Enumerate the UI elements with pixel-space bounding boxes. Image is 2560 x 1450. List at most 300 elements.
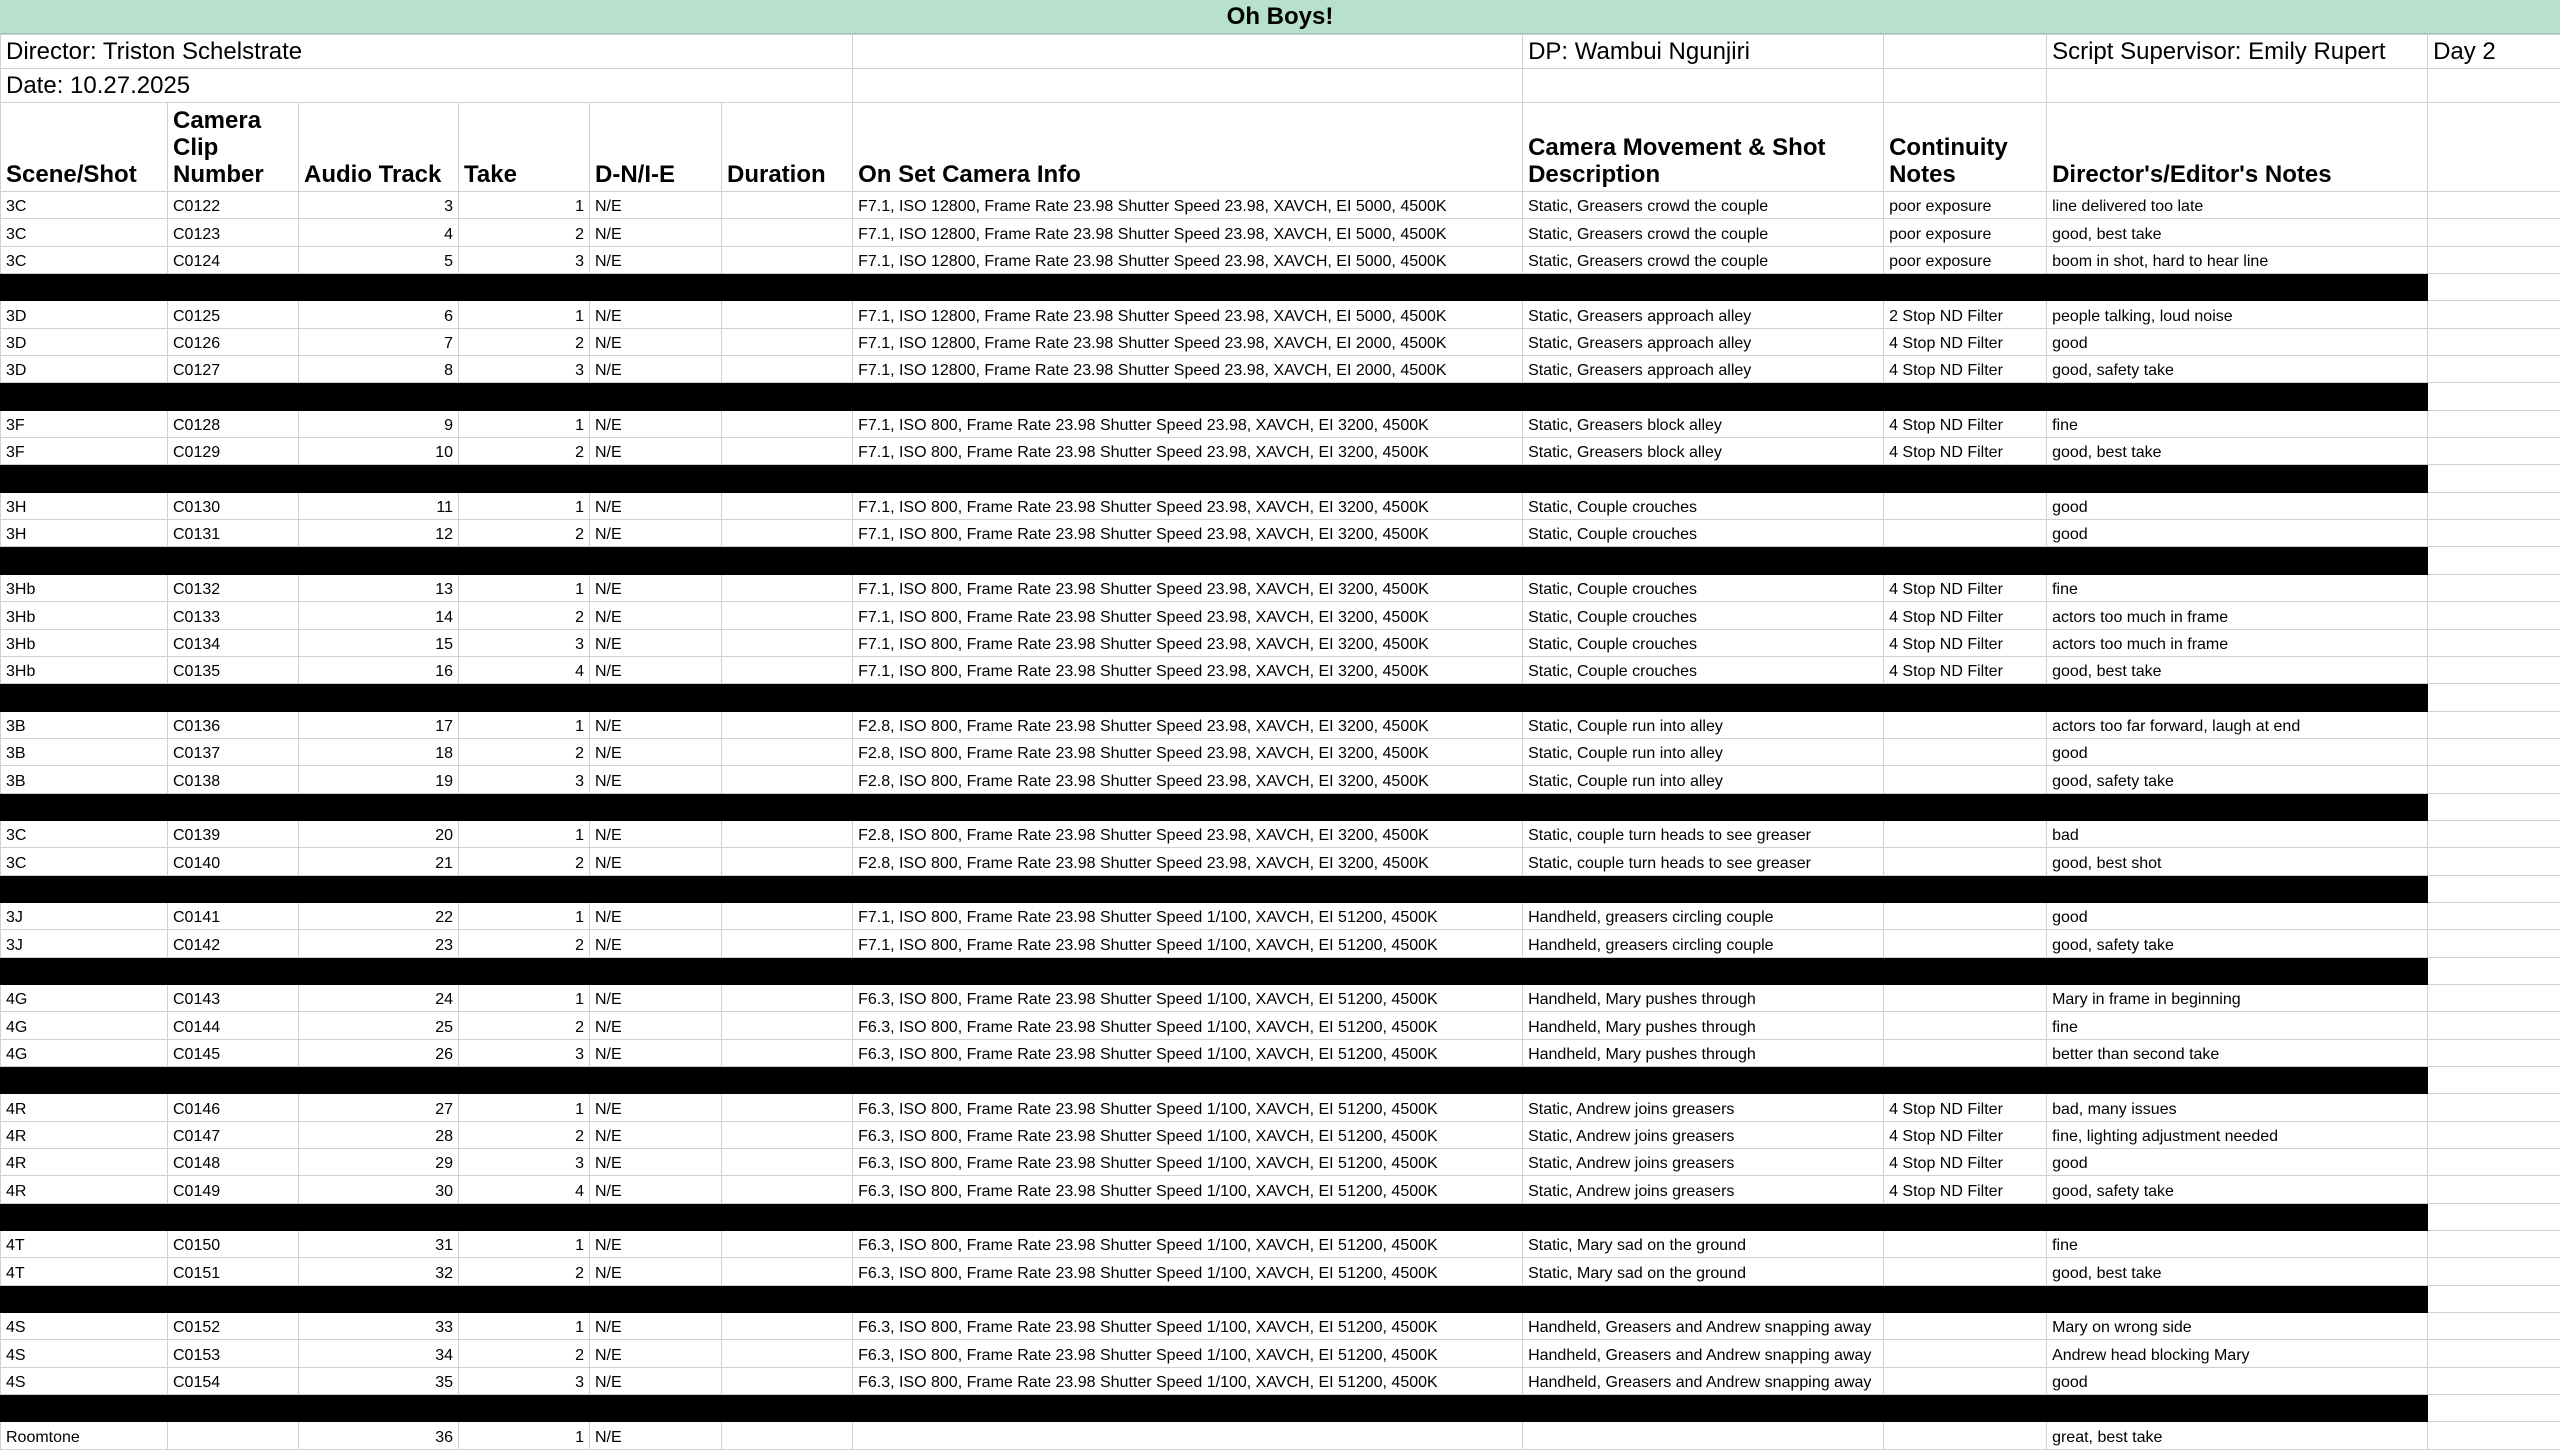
table-cell[interactable]: 1 (459, 574, 590, 601)
separator-cell[interactable] (853, 1067, 1523, 1094)
table-cell[interactable] (1884, 1258, 2047, 1285)
table-cell[interactable]: F6.3, ISO 800, Frame Rate 23.98 Shutter Speed 1/100, XAVCH, EI 51200, 4500K (853, 1012, 1523, 1039)
table-cell[interactable]: F7.1, ISO 800, Frame Rate 23.98 Shutter Speed 23.98, XAVCH, EI 3200, 4500K (853, 602, 1523, 629)
empty-cell[interactable] (1884, 35, 2047, 69)
table-cell[interactable] (722, 1176, 853, 1203)
table-cell[interactable]: fine (2047, 574, 2428, 601)
table-cell[interactable]: 4G (1, 1039, 168, 1066)
table-cell[interactable]: 22 (299, 902, 459, 929)
separator-cell[interactable] (2428, 1285, 2560, 1312)
table-cell[interactable]: N/E (590, 766, 722, 793)
table-cell[interactable] (2428, 820, 2560, 847)
table-cell[interactable]: 3Hb (1, 574, 168, 601)
table-cell[interactable] (2428, 602, 2560, 629)
separator-cell[interactable] (1, 383, 168, 410)
table-cell[interactable]: C0142 (168, 930, 299, 957)
separator-cell[interactable] (168, 875, 299, 902)
table-cell[interactable]: 24 (299, 984, 459, 1011)
separator-cell[interactable] (299, 684, 459, 711)
table-cell[interactable]: 3B (1, 738, 168, 765)
table-cell[interactable] (1884, 711, 2047, 738)
table-cell[interactable] (722, 574, 853, 601)
separator-cell[interactable] (459, 793, 590, 820)
table-cell[interactable]: F6.3, ISO 800, Frame Rate 23.98 Shutter Speed 1/100, XAVCH, EI 51200, 4500K (853, 1313, 1523, 1340)
table-cell[interactable]: Handheld, Mary pushes through (1523, 1012, 1884, 1039)
table-cell[interactable]: C0134 (168, 629, 299, 656)
table-cell[interactable]: F7.1, ISO 800, Frame Rate 23.98 Shutter Speed 1/100, XAVCH, EI 51200, 4500K (853, 902, 1523, 929)
table-cell[interactable] (1884, 984, 2047, 1011)
table-cell[interactable]: F6.3, ISO 800, Frame Rate 23.98 Shutter Speed 1/100, XAVCH, EI 51200, 4500K (853, 1176, 1523, 1203)
table-cell[interactable]: 3C (1, 192, 168, 219)
separator-cell[interactable] (2428, 875, 2560, 902)
separator-cell[interactable] (168, 465, 299, 492)
table-cell[interactable] (2428, 1039, 2560, 1066)
table-cell[interactable]: F7.1, ISO 12800, Frame Rate 23.98 Shutter Speed 23.98, XAVCH, EI 2000, 4500K (853, 356, 1523, 383)
table-cell[interactable]: C0133 (168, 602, 299, 629)
table-cell[interactable]: actors too far forward, laugh at end (2047, 711, 2428, 738)
column-header[interactable]: Scene/Shot (1, 103, 168, 192)
table-cell[interactable] (2428, 930, 2560, 957)
table-cell[interactable] (2428, 438, 2560, 465)
table-cell[interactable]: N/E (590, 574, 722, 601)
table-cell[interactable]: N/E (590, 1231, 722, 1258)
table-cell[interactable]: Handheld, Mary pushes through (1523, 984, 1884, 1011)
table-cell[interactable]: 4R (1, 1176, 168, 1203)
table-cell[interactable]: N/E (590, 1149, 722, 1176)
separator-cell[interactable] (299, 793, 459, 820)
table-cell[interactable]: C0138 (168, 766, 299, 793)
column-header[interactable]: D-N/I-E (590, 103, 722, 192)
table-cell[interactable]: fine (2047, 410, 2428, 437)
table-cell[interactable]: F2.8, ISO 800, Frame Rate 23.98 Shutter Speed 23.98, XAVCH, EI 3200, 4500K (853, 766, 1523, 793)
table-cell[interactable]: C0146 (168, 1094, 299, 1121)
table-cell[interactable]: C0152 (168, 1313, 299, 1340)
table-cell[interactable]: 7 (299, 328, 459, 355)
separator-cell[interactable] (1884, 383, 2047, 410)
table-cell[interactable]: 1 (459, 492, 590, 519)
table-cell[interactable] (1884, 1012, 2047, 1039)
table-cell[interactable]: 4R (1, 1149, 168, 1176)
separator-cell[interactable] (1523, 1067, 1884, 1094)
separator-cell[interactable] (722, 465, 853, 492)
separator-cell[interactable] (1523, 274, 1884, 301)
table-cell[interactable]: C0150 (168, 1231, 299, 1258)
table-cell[interactable] (722, 1149, 853, 1176)
table-cell[interactable]: good (2047, 1367, 2428, 1394)
table-cell[interactable] (2428, 629, 2560, 656)
table-cell[interactable]: 1 (459, 301, 590, 328)
separator-cell[interactable] (2428, 1395, 2560, 1422)
table-cell[interactable] (722, 356, 853, 383)
table-cell[interactable]: C0147 (168, 1121, 299, 1148)
table-cell[interactable]: 4 Stop ND Filter (1884, 1176, 2047, 1203)
table-cell[interactable]: 1 (459, 192, 590, 219)
separator-cell[interactable] (590, 875, 722, 902)
table-cell[interactable]: good, safety take (2047, 930, 2428, 957)
table-cell[interactable] (722, 520, 853, 547)
table-cell[interactable] (1884, 848, 2047, 875)
separator-cell[interactable] (299, 957, 459, 984)
script-supervisor-cell[interactable]: Script Supervisor: Emily Rupert (2047, 35, 2428, 69)
table-cell[interactable]: good, best take (2047, 438, 2428, 465)
table-cell[interactable]: great, best take (2047, 1422, 2428, 1449)
table-cell[interactable]: 3B (1, 766, 168, 793)
table-cell[interactable]: C0151 (168, 1258, 299, 1285)
separator-cell[interactable] (459, 274, 590, 301)
table-cell[interactable]: bad (2047, 820, 2428, 847)
table-cell[interactable]: Handheld, greasers circling couple (1523, 902, 1884, 929)
table-cell[interactable]: N/E (590, 984, 722, 1011)
table-cell[interactable] (2428, 328, 2560, 355)
separator-cell[interactable] (168, 957, 299, 984)
table-cell[interactable]: 4S (1, 1340, 168, 1367)
table-cell[interactable]: 3 (459, 1039, 590, 1066)
table-cell[interactable]: N/E (590, 602, 722, 629)
table-cell[interactable]: 2 (459, 848, 590, 875)
table-cell[interactable]: N/E (590, 520, 722, 547)
table-cell[interactable]: Static, Greasers crowd the couple (1523, 192, 1884, 219)
table-cell[interactable] (2428, 192, 2560, 219)
separator-cell[interactable] (853, 1285, 1523, 1312)
table-cell[interactable] (1884, 930, 2047, 957)
table-cell[interactable]: Static, Greasers block alley (1523, 438, 1884, 465)
table-cell[interactable]: N/E (590, 438, 722, 465)
table-cell[interactable]: actors too much in frame (2047, 629, 2428, 656)
column-header[interactable]: Camera Movement & Shot Description (1523, 103, 1884, 192)
table-cell[interactable] (722, 1039, 853, 1066)
separator-cell[interactable] (299, 1203, 459, 1230)
table-cell[interactable]: C0135 (168, 656, 299, 683)
separator-cell[interactable] (1884, 875, 2047, 902)
separator-cell[interactable] (590, 547, 722, 574)
table-cell[interactable]: F7.1, ISO 800, Frame Rate 23.98 Shutter Speed 1/100, XAVCH, EI 51200, 4500K (853, 930, 1523, 957)
table-cell[interactable]: C0122 (168, 192, 299, 219)
table-cell[interactable]: N/E (590, 902, 722, 929)
table-cell[interactable] (722, 656, 853, 683)
table-cell[interactable]: 4 Stop ND Filter (1884, 602, 2047, 629)
table-cell[interactable] (722, 1313, 853, 1340)
table-cell[interactable]: F6.3, ISO 800, Frame Rate 23.98 Shutter Speed 1/100, XAVCH, EI 51200, 4500K (853, 1094, 1523, 1121)
separator-cell[interactable] (1, 957, 168, 984)
table-cell[interactable]: 1 (459, 984, 590, 1011)
separator-cell[interactable] (299, 547, 459, 574)
table-cell[interactable]: 2 (459, 1258, 590, 1285)
table-cell[interactable]: Handheld, Mary pushes through (1523, 1039, 1884, 1066)
table-cell[interactable]: N/E (590, 848, 722, 875)
table-cell[interactable]: 28 (299, 1121, 459, 1148)
table-cell[interactable]: 1 (459, 711, 590, 738)
table-cell[interactable] (2428, 246, 2560, 273)
table-cell[interactable]: Static, Couple run into alley (1523, 711, 1884, 738)
table-cell[interactable]: F2.8, ISO 800, Frame Rate 23.98 Shutter Speed 23.98, XAVCH, EI 3200, 4500K (853, 711, 1523, 738)
table-cell[interactable] (722, 410, 853, 437)
table-cell[interactable] (722, 1012, 853, 1039)
separator-cell[interactable] (853, 957, 1523, 984)
table-cell[interactable]: C0139 (168, 820, 299, 847)
table-cell[interactable]: 4 (459, 1176, 590, 1203)
table-cell[interactable]: line delivered too late (2047, 192, 2428, 219)
table-cell[interactable]: 32 (299, 1258, 459, 1285)
table-cell[interactable] (1884, 1231, 2047, 1258)
table-cell[interactable] (722, 219, 853, 246)
separator-cell[interactable] (459, 875, 590, 902)
table-cell[interactable]: 17 (299, 711, 459, 738)
separator-cell[interactable] (722, 1203, 853, 1230)
table-cell[interactable]: Static, Greasers approach alley (1523, 356, 1884, 383)
table-cell[interactable]: 3C (1, 219, 168, 246)
table-cell[interactable] (722, 246, 853, 273)
table-cell[interactable]: 2 (459, 738, 590, 765)
table-cell[interactable]: N/E (590, 1367, 722, 1394)
table-cell[interactable]: F2.8, ISO 800, Frame Rate 23.98 Shutter Speed 23.98, XAVCH, EI 3200, 4500K (853, 820, 1523, 847)
separator-cell[interactable] (2428, 465, 2560, 492)
separator-cell[interactable] (2047, 793, 2428, 820)
table-cell[interactable]: good, best shot (2047, 848, 2428, 875)
table-cell[interactable]: 2 (459, 602, 590, 629)
table-cell[interactable]: 5 (299, 246, 459, 273)
separator-cell[interactable] (590, 274, 722, 301)
table-cell[interactable]: N/E (590, 301, 722, 328)
table-cell[interactable] (1884, 902, 2047, 929)
table-cell[interactable]: good (2047, 328, 2428, 355)
separator-cell[interactable] (853, 383, 1523, 410)
separator-cell[interactable] (722, 684, 853, 711)
separator-cell[interactable] (1523, 957, 1884, 984)
table-cell[interactable]: 12 (299, 520, 459, 547)
table-cell[interactable]: 2 (459, 438, 590, 465)
table-cell[interactable]: Mary in frame in beginning (2047, 984, 2428, 1011)
separator-cell[interactable] (2428, 274, 2560, 301)
separator-cell[interactable] (168, 793, 299, 820)
separator-cell[interactable] (1884, 957, 2047, 984)
table-cell[interactable]: good (2047, 738, 2428, 765)
table-cell[interactable]: 33 (299, 1313, 459, 1340)
table-cell[interactable]: actors too much in frame (2047, 602, 2428, 629)
table-cell[interactable]: C0125 (168, 301, 299, 328)
table-cell[interactable]: 18 (299, 738, 459, 765)
separator-cell[interactable] (299, 274, 459, 301)
table-cell[interactable]: Static, Andrew joins greasers (1523, 1094, 1884, 1121)
separator-cell[interactable] (722, 1285, 853, 1312)
table-cell[interactable]: N/E (590, 1258, 722, 1285)
director-cell[interactable]: Director: Triston Schelstrate (1, 35, 853, 69)
separator-cell[interactable] (168, 684, 299, 711)
separator-cell[interactable] (2047, 547, 2428, 574)
table-cell[interactable] (722, 1367, 853, 1394)
table-cell[interactable]: 1 (459, 902, 590, 929)
table-cell[interactable]: N/E (590, 219, 722, 246)
separator-cell[interactable] (722, 1395, 853, 1422)
table-cell[interactable]: good (2047, 902, 2428, 929)
table-cell[interactable]: 2 (459, 1340, 590, 1367)
table-cell[interactable]: 20 (299, 820, 459, 847)
table-cell[interactable]: C0141 (168, 902, 299, 929)
table-cell[interactable] (2428, 766, 2560, 793)
separator-cell[interactable] (2047, 1395, 2428, 1422)
table-cell[interactable]: F6.3, ISO 800, Frame Rate 23.98 Shutter Speed 1/100, XAVCH, EI 51200, 4500K (853, 984, 1523, 1011)
table-cell[interactable]: Static, Mary sad on the ground (1523, 1258, 1884, 1285)
table-cell[interactable]: 3C (1, 820, 168, 847)
table-cell[interactable]: 3 (459, 766, 590, 793)
table-cell[interactable]: N/E (590, 492, 722, 519)
separator-cell[interactable] (722, 547, 853, 574)
dp-cell[interactable]: DP: Wambui Ngunjiri (1523, 35, 1884, 69)
table-cell[interactable] (722, 930, 853, 957)
table-cell[interactable]: poor exposure (1884, 246, 2047, 273)
table-cell[interactable]: 2 (459, 1121, 590, 1148)
table-cell[interactable]: N/E (590, 246, 722, 273)
table-cell[interactable]: 2 (459, 328, 590, 355)
table-cell[interactable]: 11 (299, 492, 459, 519)
table-cell[interactable]: Static, Couple crouches (1523, 602, 1884, 629)
table-cell[interactable] (2428, 902, 2560, 929)
table-cell[interactable]: 1 (459, 1313, 590, 1340)
separator-cell[interactable] (1, 1067, 168, 1094)
separator-cell[interactable] (459, 383, 590, 410)
separator-cell[interactable] (1, 465, 168, 492)
table-cell[interactable] (2428, 301, 2560, 328)
table-cell[interactable]: C0136 (168, 711, 299, 738)
table-cell[interactable] (722, 984, 853, 1011)
table-cell[interactable] (722, 328, 853, 355)
separator-cell[interactable] (853, 1395, 1523, 1422)
day-cell[interactable]: Day 2 (2428, 35, 2560, 69)
table-cell[interactable] (722, 848, 853, 875)
separator-cell[interactable] (590, 1067, 722, 1094)
table-cell[interactable]: 3B (1, 711, 168, 738)
table-cell[interactable]: F2.8, ISO 800, Frame Rate 23.98 Shutter Speed 23.98, XAVCH, EI 3200, 4500K (853, 738, 1523, 765)
table-cell[interactable]: 3Hb (1, 656, 168, 683)
table-cell[interactable]: F6.3, ISO 800, Frame Rate 23.98 Shutter Speed 1/100, XAVCH, EI 51200, 4500K (853, 1367, 1523, 1394)
table-cell[interactable]: 3Hb (1, 629, 168, 656)
separator-cell[interactable] (2047, 1203, 2428, 1230)
table-cell[interactable]: 10 (299, 438, 459, 465)
table-cell[interactable] (722, 492, 853, 519)
table-cell[interactable] (2428, 492, 2560, 519)
table-cell[interactable]: C0148 (168, 1149, 299, 1176)
separator-cell[interactable] (590, 465, 722, 492)
separator-cell[interactable] (459, 957, 590, 984)
table-cell[interactable]: C0123 (168, 219, 299, 246)
table-cell[interactable] (1884, 1340, 2047, 1367)
separator-cell[interactable] (590, 684, 722, 711)
table-cell[interactable]: good, safety take (2047, 356, 2428, 383)
table-cell[interactable] (2428, 1094, 2560, 1121)
column-header[interactable]: Director's/Editor's Notes (2047, 103, 2428, 192)
table-cell[interactable]: F7.1, ISO 12800, Frame Rate 23.98 Shutter Speed 23.98, XAVCH, EI 5000, 4500K (853, 246, 1523, 273)
table-cell[interactable]: people talking, loud noise (2047, 301, 2428, 328)
table-cell[interactable]: better than second take (2047, 1039, 2428, 1066)
table-cell[interactable]: 4T (1, 1231, 168, 1258)
table-cell[interactable]: 3H (1, 520, 168, 547)
table-cell[interactable]: N/E (590, 820, 722, 847)
table-cell[interactable]: 35 (299, 1367, 459, 1394)
separator-cell[interactable] (299, 1067, 459, 1094)
table-cell[interactable] (2428, 1176, 2560, 1203)
table-cell[interactable]: 23 (299, 930, 459, 957)
separator-cell[interactable] (2047, 1067, 2428, 1094)
table-cell[interactable]: 1 (459, 1231, 590, 1258)
table-cell[interactable] (1884, 820, 2047, 847)
table-cell[interactable]: Static, Couple crouches (1523, 492, 1884, 519)
separator-cell[interactable] (2047, 875, 2428, 902)
separator-cell[interactable] (2428, 547, 2560, 574)
table-cell[interactable]: 3H (1, 492, 168, 519)
table-cell[interactable]: Static, Greasers crowd the couple (1523, 219, 1884, 246)
table-cell[interactable] (1884, 1039, 2047, 1066)
table-cell[interactable] (722, 1121, 853, 1148)
table-cell[interactable]: F7.1, ISO 800, Frame Rate 23.98 Shutter Speed 23.98, XAVCH, EI 3200, 4500K (853, 574, 1523, 601)
table-cell[interactable]: F2.8, ISO 800, Frame Rate 23.98 Shutter Speed 23.98, XAVCH, EI 3200, 4500K (853, 848, 1523, 875)
table-cell[interactable]: 3 (459, 1367, 590, 1394)
table-cell[interactable]: 1 (459, 820, 590, 847)
table-cell[interactable] (1884, 766, 2047, 793)
table-cell[interactable]: Static, Couple crouches (1523, 656, 1884, 683)
separator-cell[interactable] (299, 1395, 459, 1422)
table-cell[interactable]: 4 Stop ND Filter (1884, 1121, 2047, 1148)
separator-cell[interactable] (2047, 957, 2428, 984)
table-cell[interactable]: 4T (1, 1258, 168, 1285)
table-cell[interactable]: Roomtone (1, 1422, 168, 1449)
table-cell[interactable]: Andrew head blocking Mary (2047, 1340, 2428, 1367)
table-cell[interactable]: F6.3, ISO 800, Frame Rate 23.98 Shutter Speed 1/100, XAVCH, EI 51200, 4500K (853, 1258, 1523, 1285)
table-cell[interactable]: C0126 (168, 328, 299, 355)
table-cell[interactable]: Static, couple turn heads to see greaser (1523, 848, 1884, 875)
separator-cell[interactable] (168, 274, 299, 301)
separator-cell[interactable] (722, 1067, 853, 1094)
separator-cell[interactable] (1884, 793, 2047, 820)
table-cell[interactable]: F6.3, ISO 800, Frame Rate 23.98 Shutter Speed 1/100, XAVCH, EI 51200, 4500K (853, 1231, 1523, 1258)
separator-cell[interactable] (722, 875, 853, 902)
table-cell[interactable]: 3C (1, 246, 168, 273)
table-cell[interactable] (2428, 1313, 2560, 1340)
table-cell[interactable]: C0145 (168, 1039, 299, 1066)
table-cell[interactable] (1884, 738, 2047, 765)
table-cell[interactable] (2428, 574, 2560, 601)
separator-cell[interactable] (853, 274, 1523, 301)
table-cell[interactable]: 1 (459, 1422, 590, 1449)
column-header[interactable]: Camera Clip Number (168, 103, 299, 192)
table-cell[interactable]: C0140 (168, 848, 299, 875)
table-cell[interactable] (1884, 492, 2047, 519)
table-cell[interactable]: 30 (299, 1176, 459, 1203)
table-cell[interactable]: 3 (459, 356, 590, 383)
table-cell[interactable]: F6.3, ISO 800, Frame Rate 23.98 Shutter Speed 1/100, XAVCH, EI 51200, 4500K (853, 1121, 1523, 1148)
table-cell[interactable]: Static, Couple crouches (1523, 520, 1884, 547)
table-cell[interactable]: Static, Andrew joins greasers (1523, 1121, 1884, 1148)
separator-cell[interactable] (2428, 383, 2560, 410)
table-cell[interactable]: C0153 (168, 1340, 299, 1367)
table-cell[interactable] (722, 1340, 853, 1367)
separator-cell[interactable] (168, 1285, 299, 1312)
table-cell[interactable]: fine (2047, 1012, 2428, 1039)
separator-cell[interactable] (459, 684, 590, 711)
table-cell[interactable] (2428, 219, 2560, 246)
table-cell[interactable]: F7.1, ISO 12800, Frame Rate 23.98 Shutter Speed 23.98, XAVCH, EI 5000, 4500K (853, 192, 1523, 219)
table-cell[interactable]: 34 (299, 1340, 459, 1367)
table-cell[interactable]: Handheld, Greasers and Andrew snapping away (1523, 1367, 1884, 1394)
separator-cell[interactable] (299, 875, 459, 902)
table-cell[interactable]: Handheld, greasers circling couple (1523, 930, 1884, 957)
table-cell[interactable] (1884, 1422, 2047, 1449)
table-cell[interactable]: 27 (299, 1094, 459, 1121)
table-cell[interactable]: fine (2047, 1231, 2428, 1258)
table-cell[interactable]: 4 Stop ND Filter (1884, 438, 2047, 465)
table-cell[interactable] (722, 629, 853, 656)
table-cell[interactable]: F7.1, ISO 12800, Frame Rate 23.98 Shutter Speed 23.98, XAVCH, EI 2000, 4500K (853, 328, 1523, 355)
table-cell[interactable]: 9 (299, 410, 459, 437)
table-cell[interactable]: 3Hb (1, 602, 168, 629)
